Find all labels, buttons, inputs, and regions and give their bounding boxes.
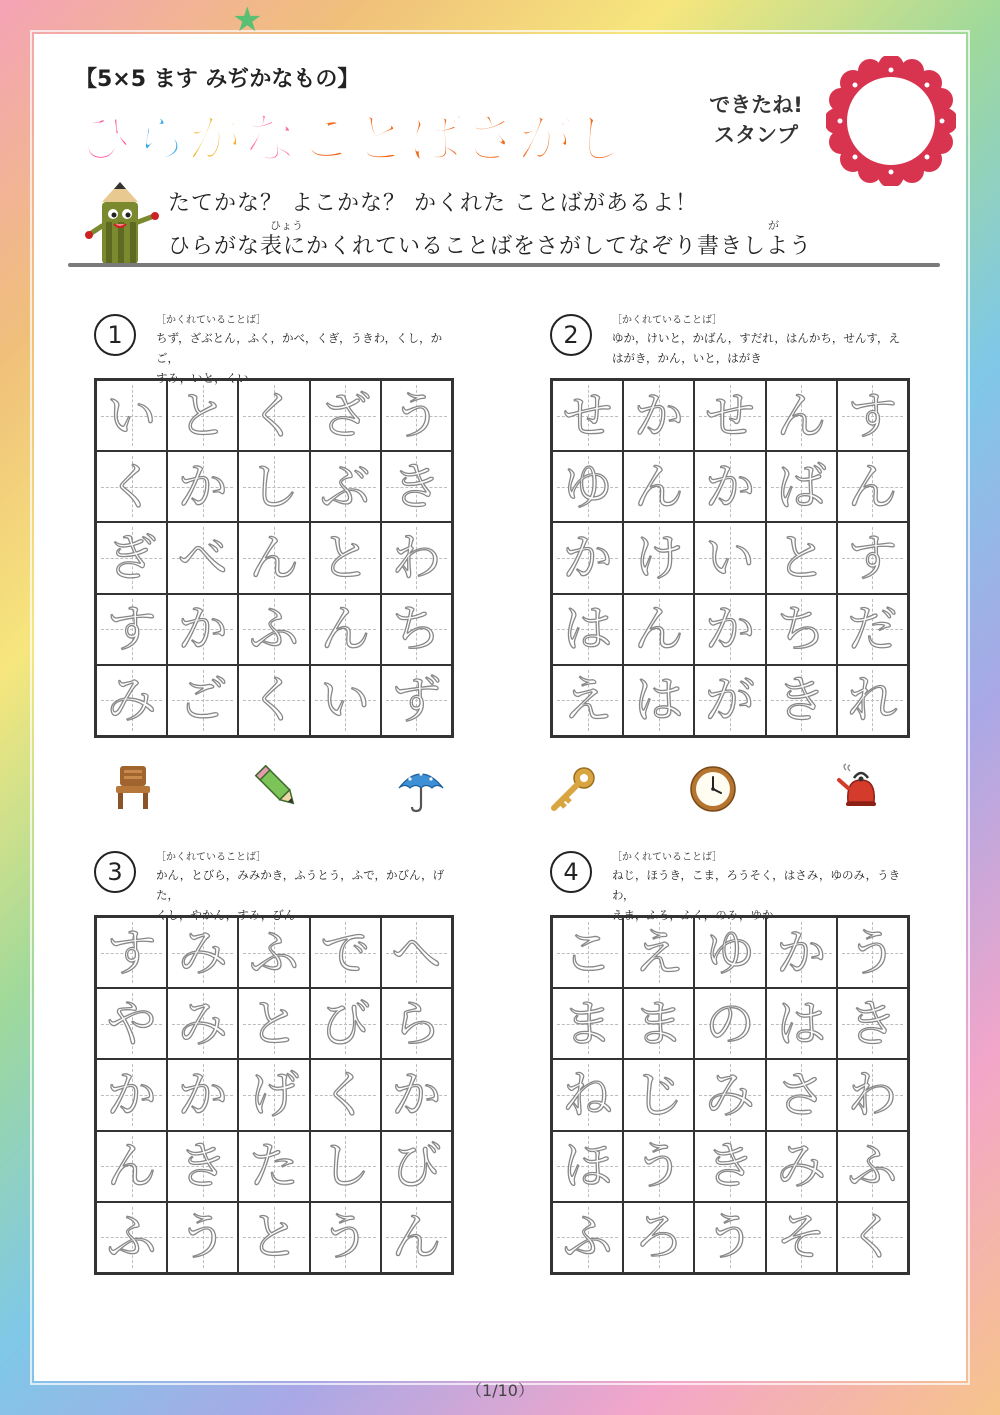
grid-cell-char: く xyxy=(847,1208,898,1267)
hidden-words-label: ［かくれていることば］ xyxy=(156,852,267,863)
grid-cell-char: え xyxy=(633,923,684,982)
grid-cell-char: く xyxy=(248,671,299,730)
grid-cell xyxy=(623,1131,694,1202)
grid-cell xyxy=(694,451,765,522)
grid-cell xyxy=(96,1059,167,1130)
grid-cell-char: す xyxy=(847,386,898,445)
hidden-words-line-1: ゆか，けいと，かばん，すだれ，はんかち，せんす，え xyxy=(612,331,900,345)
title-char-4: な xyxy=(243,107,298,170)
grid-cell-char: ぎ xyxy=(106,528,157,587)
grid-cell-char: く xyxy=(248,386,299,445)
stamp-flower-icon xyxy=(826,56,956,186)
title-char-3: が xyxy=(188,107,243,170)
header-divider xyxy=(68,263,940,267)
pencil-icon xyxy=(252,762,302,812)
grid-cell xyxy=(766,594,837,665)
grid-cell-char: え xyxy=(562,671,613,730)
grid-cell-char: か xyxy=(106,1065,157,1124)
grid-cell xyxy=(310,1059,381,1130)
grid-cell-char: か xyxy=(776,923,827,982)
grid-cell xyxy=(552,1202,623,1273)
grid-cell xyxy=(766,1131,837,1202)
grid-cell xyxy=(381,665,452,736)
instruction-line-1: たてかな？ よこかな？ かくれた ことばがあるよ！ xyxy=(168,191,698,216)
title-char-2: ら xyxy=(133,107,188,170)
hidden-words-line-1: かん，とびら，みみかき，ふうとう，ふで，かびん，げた， xyxy=(156,868,445,902)
grid-cell-char: び xyxy=(320,994,371,1053)
grid-cell xyxy=(96,451,167,522)
page-number: （1/10） xyxy=(466,1381,534,1400)
grid-cell xyxy=(552,1059,623,1130)
grid-cell xyxy=(381,1131,452,1202)
grid-cell xyxy=(381,380,452,451)
hidden-words-list xyxy=(612,328,912,368)
grid-cell-char: う xyxy=(847,923,898,982)
grid-cell xyxy=(96,917,167,988)
puzzle-number: 3 xyxy=(94,851,136,893)
title-char-1: ひ xyxy=(78,107,133,170)
grid-cell-char: ふ xyxy=(248,923,299,982)
grid-cell-char: せ xyxy=(562,386,613,445)
clock-icon xyxy=(688,764,738,814)
letter-grid xyxy=(550,915,910,1275)
grid-cell-char: う xyxy=(177,1208,228,1267)
grid-cell-char: き xyxy=(177,1137,228,1196)
hidden-words-line-1: ちず，ざぶとん，ふく，かべ，くぎ，うきわ，くし，かご， xyxy=(156,331,443,365)
grid-cell xyxy=(310,522,381,593)
grid-cell xyxy=(694,988,765,1059)
grid-cell-char: き xyxy=(776,671,827,730)
grid-cell xyxy=(623,380,694,451)
hidden-words-line-1: ねじ，ほうき，こま，ろうそく，はさみ，ゆのみ，うきわ， xyxy=(612,868,901,902)
hidden-words-label: ［かくれていることば］ xyxy=(612,315,723,326)
grid-cell-char: み xyxy=(704,1065,755,1124)
grid-cell-char: へ xyxy=(391,923,442,982)
page-title xyxy=(78,96,628,173)
grid-cell-char: か xyxy=(633,386,684,445)
grid-cell xyxy=(96,594,167,665)
grid-cell xyxy=(167,451,238,522)
grid-cell-char: ゆ xyxy=(562,457,613,516)
grid-cell xyxy=(837,988,908,1059)
ruby-ga: が xyxy=(768,219,779,232)
grid-cell xyxy=(167,380,238,451)
grid-cell xyxy=(310,917,381,988)
grid-cell xyxy=(167,665,238,736)
grid-cell-char: ま xyxy=(562,994,613,1053)
grid-cell xyxy=(623,665,694,736)
pencil-mascot-icon xyxy=(80,182,160,272)
grid-cell-char: ず xyxy=(391,671,442,730)
grid-cell xyxy=(238,522,309,593)
grid-cell xyxy=(623,1059,694,1130)
grid-cell-char: は xyxy=(562,600,613,659)
umbrella-icon xyxy=(396,764,446,814)
grid-cell xyxy=(837,522,908,593)
grid-cell-char: う xyxy=(633,1137,684,1196)
grid-cell xyxy=(837,594,908,665)
grid-cell-char: じ xyxy=(633,1065,684,1124)
hidden-words-line-2: すみ，いと，くい xyxy=(156,371,249,385)
grid-cell xyxy=(694,665,765,736)
grid-cell-char: ら xyxy=(391,994,442,1053)
grid-cell xyxy=(552,1131,623,1202)
grid-cell-char: と xyxy=(248,994,299,1053)
grid-cell xyxy=(167,988,238,1059)
letter-grid xyxy=(94,915,454,1275)
grid-cell xyxy=(238,1202,309,1273)
grid-cell-char: か xyxy=(177,457,228,516)
grid-cell-char: が xyxy=(704,671,755,730)
grid-cell xyxy=(167,1131,238,1202)
grid-cell-char: ふ xyxy=(562,1208,613,1267)
grid-cell-char: と xyxy=(248,1208,299,1267)
grid-cell xyxy=(238,594,309,665)
star-icon: ★ xyxy=(232,0,263,40)
grid-cell-char: ゆ xyxy=(704,923,755,982)
hidden-words-line-2: えま，ふろ，ふく，のみ，ゆか xyxy=(612,908,774,922)
grid-cell xyxy=(694,1131,765,1202)
grid-cell-char: ち xyxy=(776,600,827,659)
grid-cell xyxy=(96,522,167,593)
grid-cell-char: し xyxy=(320,1137,371,1196)
grid-cell xyxy=(238,665,309,736)
grid-cell xyxy=(552,522,623,593)
grid-cell xyxy=(381,594,452,665)
grid-cell xyxy=(552,451,623,522)
grid-cell-char: ん xyxy=(248,528,299,587)
grid-cell-char: き xyxy=(847,994,898,1053)
puzzle-number: 4 xyxy=(550,851,592,893)
grid-cell-char: ざ xyxy=(320,386,371,445)
grid-cell xyxy=(623,594,694,665)
grid-cell-char: は xyxy=(633,671,684,730)
grid-cell xyxy=(552,665,623,736)
grid-cell-char: み xyxy=(177,994,228,1053)
grid-cell-char: み xyxy=(776,1137,827,1196)
grid-cell xyxy=(238,451,309,522)
grid-cell-char: し xyxy=(248,457,299,516)
grid-cell xyxy=(837,917,908,988)
grid-cell xyxy=(167,917,238,988)
grid-cell-char: こ xyxy=(562,923,613,982)
stamp-label-line2: スタンプ xyxy=(714,123,798,147)
grid-cell xyxy=(766,665,837,736)
grid-cell xyxy=(837,380,908,451)
grid-cell xyxy=(694,917,765,988)
ruby-hyou: ひょう xyxy=(270,219,303,232)
grid-cell-char: か xyxy=(704,600,755,659)
grid-cell xyxy=(694,594,765,665)
stamp-label xyxy=(696,90,816,150)
grid-cell-char: か xyxy=(177,600,228,659)
grid-cell xyxy=(766,917,837,988)
grid-cell xyxy=(694,380,765,451)
grid-cell xyxy=(694,1059,765,1130)
grid-cell-char: み xyxy=(106,671,157,730)
grid-cell xyxy=(837,1131,908,1202)
grid-cell-char: ふ xyxy=(248,600,299,659)
grid-cell-char: れ xyxy=(847,671,898,730)
grid-cell-char: ん xyxy=(633,457,684,516)
kettle-icon xyxy=(836,762,886,812)
title-part-2: ことばさがし xyxy=(298,107,628,170)
puzzle-number: 1 xyxy=(94,314,136,356)
grid-cell xyxy=(623,522,694,593)
grid-cell-char: う xyxy=(391,386,442,445)
grid-cell-char: か xyxy=(391,1065,442,1124)
grid-cell-char: げ xyxy=(248,1065,299,1124)
grid-cell xyxy=(238,917,309,988)
grid-cell-char: い xyxy=(106,386,157,445)
grid-cell-char: び xyxy=(391,1137,442,1196)
grid-cell-char: ね xyxy=(562,1065,613,1124)
letter-grid xyxy=(94,378,454,738)
grid-cell xyxy=(766,1059,837,1130)
grid-cell-char: ん xyxy=(847,457,898,516)
grid-cell-char: ん xyxy=(106,1137,157,1196)
grid-cell xyxy=(238,1059,309,1130)
grid-cell-char: と xyxy=(776,528,827,587)
grid-cell-char: た xyxy=(248,1137,299,1196)
grid-cell-char: ふ xyxy=(847,1137,898,1196)
grid-cell-char: の xyxy=(704,994,755,1053)
grid-cell-char: ん xyxy=(320,600,371,659)
grid-cell-char: く xyxy=(106,457,157,516)
grid-cell-char: で xyxy=(320,923,371,982)
grid-cell-char: ほ xyxy=(562,1137,613,1196)
grid-cell-char: か xyxy=(177,1065,228,1124)
grid-cell xyxy=(766,1202,837,1273)
grid-cell-char: ち xyxy=(391,600,442,659)
grid-cell xyxy=(766,988,837,1059)
grid-cell xyxy=(238,380,309,451)
chair-icon xyxy=(108,762,158,812)
grid-cell-char: ば xyxy=(776,457,827,516)
grid-cell xyxy=(96,1202,167,1273)
grid-cell xyxy=(837,1202,908,1273)
grid-cell xyxy=(96,1131,167,1202)
grid-cell-char: ん xyxy=(776,386,827,445)
stamp-label-line1: できたね! xyxy=(709,93,803,117)
grid-cell-char: べ xyxy=(177,528,228,587)
grid-cell-char: い xyxy=(704,528,755,587)
grid-cell xyxy=(552,988,623,1059)
grid-cell xyxy=(310,1131,381,1202)
letter-grid xyxy=(550,378,910,738)
grid-cell-char: ま xyxy=(633,994,684,1053)
grid-cell xyxy=(96,988,167,1059)
grid-cell xyxy=(694,1202,765,1273)
grid-cell-char: く xyxy=(320,1065,371,1124)
grid-cell-char: い xyxy=(320,671,371,730)
grid-cell xyxy=(167,1059,238,1130)
grid-cell-char: さ xyxy=(776,1065,827,1124)
grid-cell xyxy=(310,451,381,522)
grid-cell-char: き xyxy=(704,1137,755,1196)
grid-cell-char: き xyxy=(391,457,442,516)
grid-cell xyxy=(552,917,623,988)
grid-cell-char: す xyxy=(847,528,898,587)
grid-cell xyxy=(766,451,837,522)
instruction-line-2: ひらがな表にかくれていることばをさがしてなぞり書きしよう xyxy=(168,234,813,259)
grid-cell-char: か xyxy=(704,457,755,516)
grid-cell-char: う xyxy=(704,1208,755,1267)
grid-cell xyxy=(381,917,452,988)
grid-cell-char: ん xyxy=(633,600,684,659)
grid-cell xyxy=(167,522,238,593)
grid-cell-char: と xyxy=(177,386,228,445)
grid-cell xyxy=(96,665,167,736)
grid-cell-char: み xyxy=(177,923,228,982)
grid-cell xyxy=(238,988,309,1059)
grid-cell xyxy=(381,1202,452,1273)
grid-cell xyxy=(381,988,452,1059)
grid-cell-char: ろ xyxy=(633,1208,684,1267)
hidden-words-label: ［かくれていることば］ xyxy=(156,315,267,326)
grid-cell xyxy=(310,665,381,736)
grid-cell xyxy=(238,1131,309,1202)
grid-cell-char: や xyxy=(106,994,157,1053)
category-label: 【5×5 ます みぢかなもの】 xyxy=(75,67,360,92)
grid-cell-char: そ xyxy=(776,1208,827,1267)
grid-cell-char: は xyxy=(776,994,827,1053)
grid-cell xyxy=(381,451,452,522)
grid-cell-char: う xyxy=(320,1208,371,1267)
grid-cell-char: ご xyxy=(177,671,228,730)
grid-cell-char: ぶ xyxy=(320,457,371,516)
grid-cell-char: す xyxy=(106,600,157,659)
grid-cell xyxy=(310,1202,381,1273)
grid-cell-char: せ xyxy=(704,386,755,445)
grid-cell-char: わ xyxy=(391,528,442,587)
grid-cell xyxy=(310,380,381,451)
grid-cell xyxy=(310,594,381,665)
grid-cell-char: か xyxy=(562,528,613,587)
grid-cell xyxy=(552,380,623,451)
grid-cell xyxy=(837,1059,908,1130)
grid-cell xyxy=(623,451,694,522)
grid-cell xyxy=(167,594,238,665)
hidden-words-line-2: くし，やかん，すみ，びん xyxy=(156,908,296,922)
hidden-words-label: ［かくれていることば］ xyxy=(612,852,723,863)
hidden-words-line-2: はがき，かん，いと，はがき xyxy=(612,351,762,365)
grid-cell-char: わ xyxy=(847,1065,898,1124)
grid-cell xyxy=(623,1202,694,1273)
grid-cell xyxy=(766,380,837,451)
grid-cell xyxy=(766,522,837,593)
puzzle-number: 2 xyxy=(550,314,592,356)
grid-cell xyxy=(837,665,908,736)
grid-cell xyxy=(167,1202,238,1273)
grid-cell xyxy=(381,1059,452,1130)
grid-cell xyxy=(381,522,452,593)
grid-cell xyxy=(96,380,167,451)
grid-cell xyxy=(623,917,694,988)
grid-cell xyxy=(837,451,908,522)
grid-cell-char: だ xyxy=(847,600,898,659)
grid-cell-char: け xyxy=(633,528,684,587)
grid-cell-char: ん xyxy=(391,1208,442,1267)
grid-cell xyxy=(623,988,694,1059)
grid-cell xyxy=(552,594,623,665)
grid-cell xyxy=(694,522,765,593)
grid-cell-char: と xyxy=(320,528,371,587)
grid-cell xyxy=(310,988,381,1059)
key-icon xyxy=(548,764,598,814)
grid-cell-char: ふ xyxy=(106,1208,157,1267)
grid-cell-char: す xyxy=(106,923,157,982)
